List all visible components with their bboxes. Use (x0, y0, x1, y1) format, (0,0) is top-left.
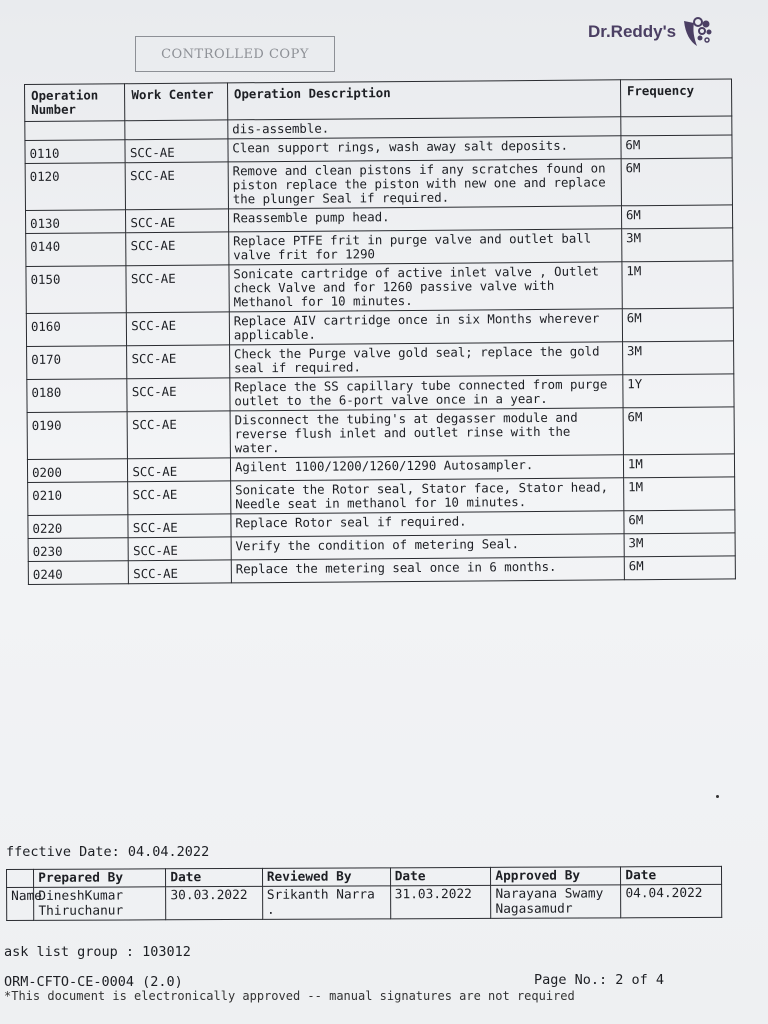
operation-description: Replace the SS capillary tube connected from purge outlet to the 6-port valve once in a year. (230, 375, 623, 411)
signoff-header-prepared-by: Prepared By (34, 869, 166, 888)
task-list-group: ask list group : 103012 (4, 944, 191, 960)
prepared-by-name: DineshKumar Thiruchanur (34, 887, 166, 921)
operation-number: 0160 (26, 313, 127, 347)
table-row (28, 556, 735, 585)
controlled-copy-stamp: CONTROLLED COPY (135, 36, 335, 72)
operation-description: dis-assemble. (228, 117, 621, 139)
work-center: SCC-AE (128, 458, 231, 482)
signoff-table (6, 866, 722, 921)
operation-description: Clean support rings, wash away salt deposits. (228, 136, 621, 162)
work-center: SCC-AE (129, 560, 232, 584)
work-center: SCC-AE (128, 514, 231, 538)
work-center: SCC-AE (127, 378, 230, 412)
operation-number: 0110 (25, 140, 126, 164)
page-speck (716, 795, 719, 798)
reviewed-date: 31.03.2022 (390, 885, 491, 918)
work-center: SCC-AE (126, 232, 229, 266)
frequency: 3M (622, 341, 733, 375)
frequency: 1Y (623, 374, 734, 408)
operation-number: 0190 (27, 412, 128, 460)
brand-logo (588, 14, 718, 50)
operations-table (24, 78, 736, 585)
header-operation-description: Operation Description (227, 80, 620, 120)
operation-description: Agilent 1100/1200/1260/1290 Autosampler. (230, 455, 623, 481)
frequency: 1M (623, 454, 734, 478)
footnote: *This document is electronically approved -- manual signatures are not required (4, 989, 575, 1003)
operation-description: Replace AIV cartridge once in six Months wherever applicable. (229, 309, 622, 345)
table-row (26, 261, 733, 314)
frequency: 1M (622, 261, 733, 309)
effective-date: ffective Date: 04.04.2022 (6, 844, 210, 860)
frequency: 6M (623, 407, 734, 455)
table-row (28, 477, 735, 516)
operation-description: Verify the condition of metering Seal. (231, 534, 624, 560)
header-frequency: Frequency (620, 79, 731, 117)
operation-description: Sonicate cartridge of active inlet valve , Outlet check Valve and for 1260 passive valve with Methanol for 10 minutes. (229, 262, 622, 312)
table-row (26, 228, 733, 267)
header-work-center: Work Center (125, 83, 228, 121)
signoff-header-approved-by: Approved By (491, 867, 621, 886)
reviewed-by-name: Srikanth Narra . (262, 886, 390, 920)
work-center: SCC-AE (127, 345, 230, 379)
operation-number: 0150 (26, 266, 127, 314)
table-row (26, 308, 733, 347)
work-center: SCC-AE (126, 209, 229, 233)
operation-description: Replace Rotor seal if required. (231, 511, 624, 537)
frequency: 3M (622, 228, 733, 262)
table-header-row (25, 79, 732, 122)
work-center: SCC-AE (125, 139, 228, 163)
work-center: SCC-AE (127, 312, 230, 346)
approved-by-name: Narayana Swamy Nagasamudr (491, 885, 621, 919)
operation-number: 0210 (28, 482, 129, 516)
operation-description: Check the Purge valve gold seal; replace the gold seal if required. (229, 342, 622, 378)
frequency: 6M (624, 556, 735, 580)
operation-number: 0230 (28, 538, 129, 562)
operation-number: 0180 (27, 379, 128, 413)
frequency (621, 116, 732, 136)
brand-name: Dr.Reddy's (588, 22, 677, 41)
operation-number: 0140 (26, 233, 127, 267)
work-center: SCC-AE (127, 411, 230, 459)
work-center: SCC-AE (128, 537, 231, 561)
approved-date: 04.04.2022 (621, 884, 722, 917)
page-number: Page No.: 2 of 4 (534, 972, 665, 988)
operation-description: Replace the metering seal once in 6 months. (231, 557, 624, 583)
frequency: 6M (621, 135, 732, 159)
prepared-date: 30.03.2022 (166, 886, 263, 919)
operation-description: Reassemble pump head. (228, 206, 621, 232)
table-row (27, 341, 734, 380)
operation-description: Sonicate the Rotor seal, Stator face, Stator head, Needle seat in methanol for 10 minutes. (231, 478, 624, 514)
operation-description: Remove and clean pistons if any scratches found on piston replace the piston with new one and replace the plunger Seal if required. (228, 159, 621, 209)
work-center (125, 120, 228, 140)
operation-number: 0240 (28, 561, 129, 585)
form-code: ORM-CFTO-CE-0004 (2.0) (4, 974, 183, 990)
work-center: SCC-AE (125, 162, 228, 210)
table-row (27, 407, 734, 460)
operation-number: 0200 (27, 459, 128, 483)
signoff-header-date: Date (390, 867, 491, 885)
signoff-header-date: Date (166, 868, 263, 886)
signoff-header-date: Date (621, 866, 722, 884)
operation-number: 0220 (28, 515, 129, 539)
signoff-row (7, 884, 722, 920)
frequency: 6M (621, 158, 732, 206)
operation-description: Replace PTFE frit in purge valve and outlet ball valve frit for 1290 (229, 229, 622, 265)
operation-number: 0130 (25, 210, 126, 234)
frequency: 6M (624, 510, 735, 534)
signoff-header-reviewed-by: Reviewed By (262, 868, 390, 887)
signoff-name-label: Name (7, 887, 34, 920)
frequency: 1M (624, 477, 735, 511)
table-row (27, 374, 734, 413)
frequency: 6M (621, 205, 732, 229)
operation-number (25, 121, 126, 141)
header-operation-number: Operation Number (25, 84, 126, 122)
work-center: SCC-AE (128, 481, 231, 515)
operation-number: 0170 (27, 346, 128, 380)
signoff-header-blank (7, 869, 34, 887)
frequency: 3M (624, 533, 735, 557)
table-row (25, 158, 732, 211)
operation-number: 0120 (25, 163, 126, 211)
operation-description: Disconnect the tubing's at degasser module and reverse flush inlet and outlet rinse with the water. (230, 408, 623, 458)
work-center: SCC-AE (126, 265, 229, 313)
frequency: 6M (622, 308, 733, 342)
brand-dots-icon (680, 15, 714, 49)
